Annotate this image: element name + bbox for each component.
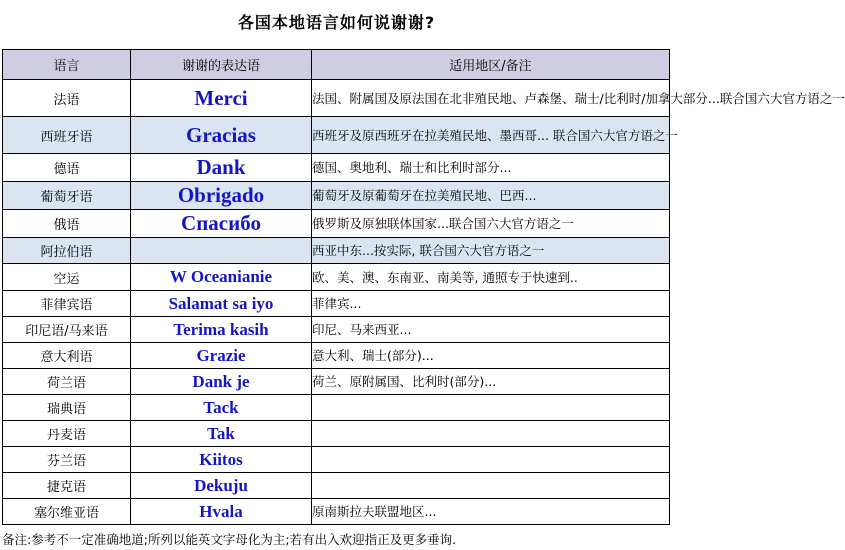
language-cell: 西班牙语 — [3, 117, 131, 154]
note-cell — [312, 447, 670, 473]
note-cell: 德国、奥地利、瑞士和比利时部分... — [312, 154, 670, 182]
language-cell: 俄语 — [3, 210, 131, 238]
page-title: 各国本地语言如何说谢谢? — [237, 13, 436, 32]
table-row — [3, 317, 670, 343]
language-cell: 法语 — [3, 80, 131, 117]
thanks-cell: Terima kasih — [131, 317, 312, 343]
thanks-cell: Obrigado — [131, 182, 312, 210]
thanks-cell: Tak — [131, 421, 312, 447]
thanks-cell: Dekuju — [131, 473, 312, 499]
language-cell: 德语 — [3, 154, 131, 182]
thanks-cell: W Oceanianie — [131, 264, 312, 291]
note-cell — [312, 473, 670, 499]
thanks-cell: Grazie — [131, 343, 312, 369]
table-row — [3, 395, 670, 421]
language-cell: 阿拉伯语 — [3, 238, 131, 264]
thanks-cell: Merci — [131, 80, 312, 117]
note-cell: 欧、美、澳、东南亚、南美等, 通照专于快速到.. — [312, 264, 670, 291]
table-row — [3, 238, 670, 264]
table-row — [3, 447, 670, 473]
table-row — [3, 80, 670, 117]
language-cell: 捷克语 — [3, 473, 131, 499]
note-cell: 印尼、马来西亚... — [312, 317, 670, 343]
language-cell: 葡萄牙语 — [3, 182, 131, 210]
footer-note: 备注:参考不一定准确地道;所列以能英文字母化为主;若有出入欢迎指正及更多垂询. — [2, 532, 457, 547]
language-cell: 印尼语/马来语 — [3, 317, 131, 343]
note-cell: 西亚中东...按实际, 联合国六大官方语之一 — [312, 238, 670, 264]
thanks-cell — [131, 238, 312, 264]
language-cell: 菲律宾语 — [3, 291, 131, 317]
table-row — [3, 182, 670, 210]
note-cell: 菲律宾... — [312, 291, 670, 317]
language-cell: 芬兰语 — [3, 447, 131, 473]
thanks-cell: Tack — [131, 395, 312, 421]
table-row — [3, 369, 670, 395]
thanks-cell: Salamat sa iyo — [131, 291, 312, 317]
thanks-cell: Спасибо — [131, 210, 312, 238]
table-row — [3, 291, 670, 317]
note-cell — [312, 421, 670, 447]
table-header-row — [3, 50, 670, 80]
table-row — [3, 117, 670, 154]
language-cell: 丹麦语 — [3, 421, 131, 447]
note-cell: 意大利、瑞士(部分)... — [312, 343, 670, 369]
note-cell: 西班牙及原西班牙在拉美殖民地、墨西哥... 联合国六大官方语之一 — [312, 117, 670, 154]
note-cell: 原南斯拉夫联盟地区... — [312, 499, 670, 525]
thanks-cell: Dank — [131, 154, 312, 182]
language-cell: 空运 — [3, 264, 131, 291]
table-row — [3, 473, 670, 499]
thanks-cell: Dank je — [131, 369, 312, 395]
language-cell: 意大利语 — [3, 343, 131, 369]
table-row — [3, 154, 670, 182]
header-language: 语言 — [3, 50, 131, 80]
language-cell: 荷兰语 — [3, 369, 131, 395]
header-region-notes: 适用地区/备注 — [312, 50, 670, 80]
note-cell: 俄罗斯及原独联体国家...联合国六大官方语之一 — [312, 210, 670, 238]
table-row — [3, 210, 670, 238]
language-cell: 塞尔维亚语 — [3, 499, 131, 525]
table-row — [3, 343, 670, 369]
note-cell: 荷兰、原附属国、比利时(部分)... — [312, 369, 670, 395]
thanks-table — [2, 49, 845, 525]
header-thanks-expression: 谢谢的表达语 — [131, 50, 312, 80]
thanks-cell: Hvala — [131, 499, 312, 525]
table-row — [3, 499, 670, 525]
language-cell: 瑞典语 — [3, 395, 131, 421]
note-cell: 法国、附属国及原法国在北非殖民地、卢森堡、瑞士/比利时/加拿大部分...联合国六大官方语之一 — [312, 80, 670, 117]
note-cell — [312, 395, 670, 421]
thanks-cell: Gracias — [131, 117, 312, 154]
table-row — [3, 421, 670, 447]
thanks-cell: Kiitos — [131, 447, 312, 473]
table-row — [3, 264, 670, 291]
note-cell: 葡萄牙及原葡萄牙在拉美殖民地、巴西... — [312, 182, 670, 210]
